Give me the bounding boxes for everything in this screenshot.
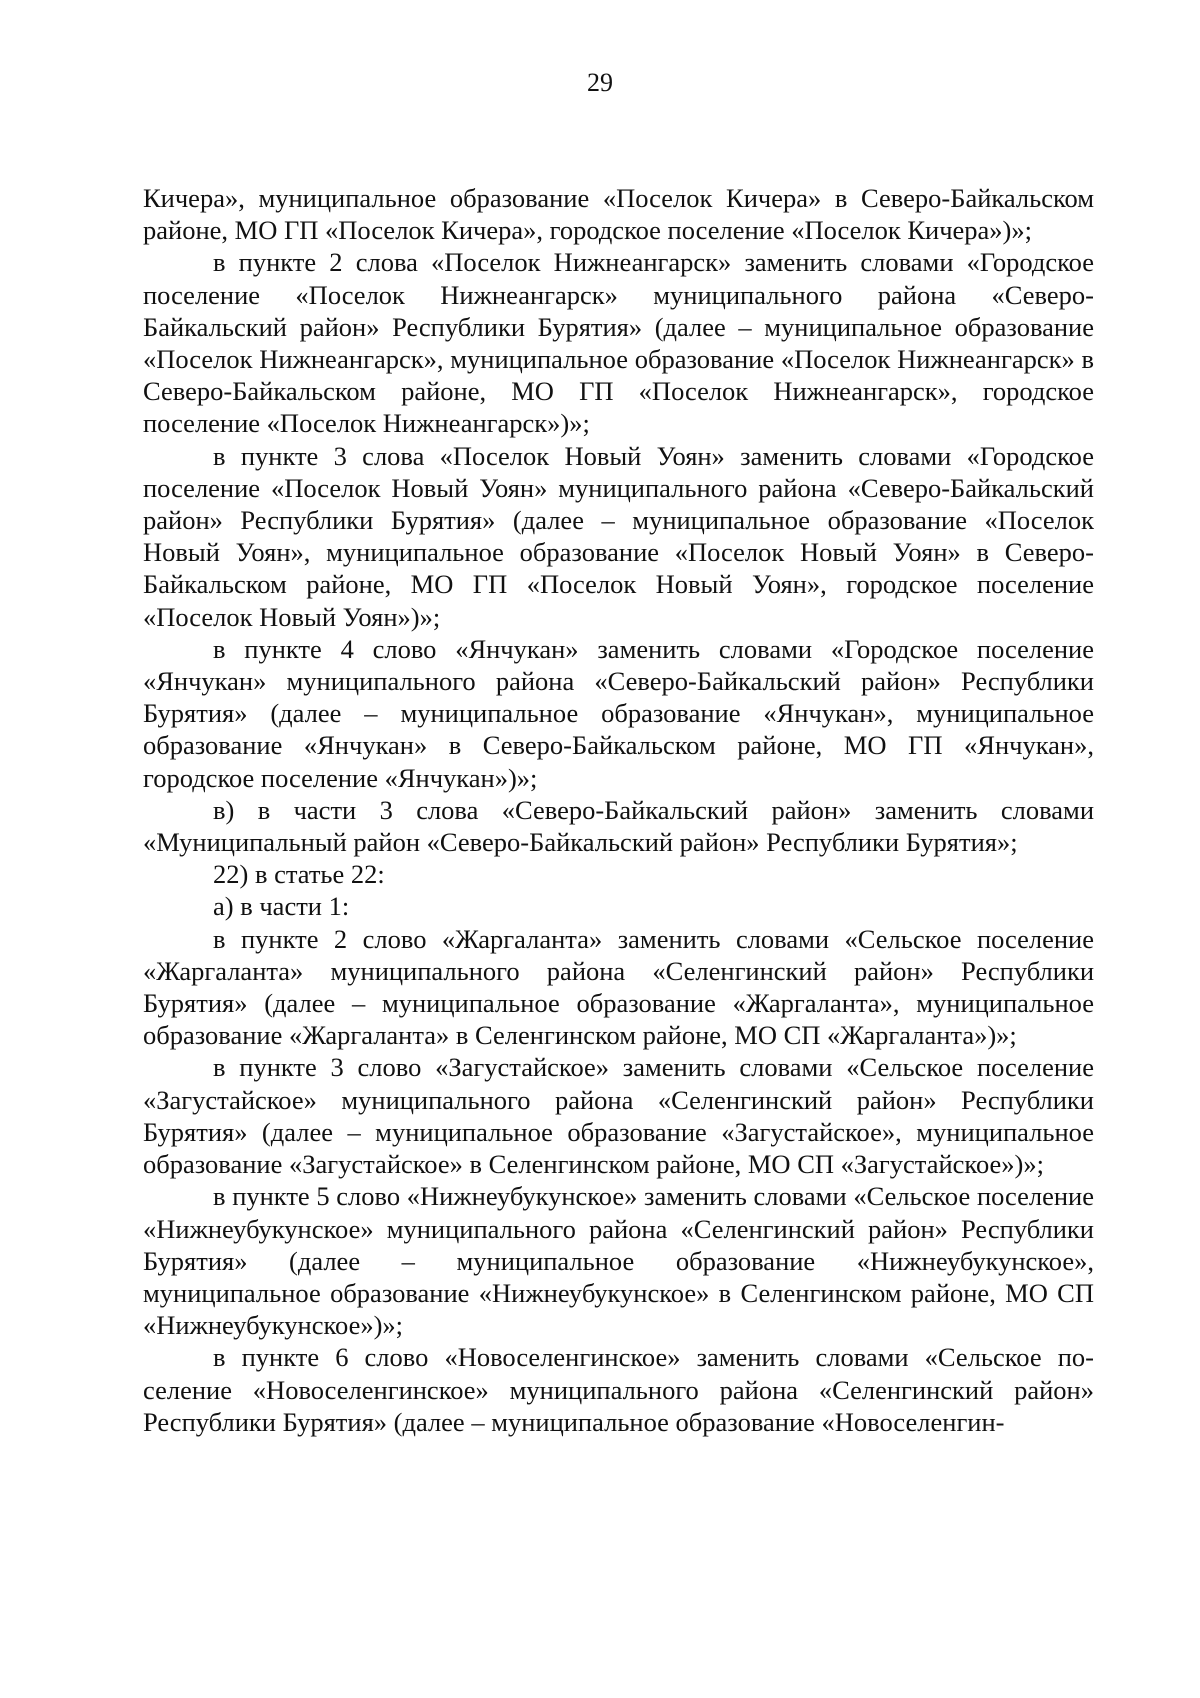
- paragraph: в пункте 2 слово «Жаргаланта» заменить словами «Сельское поселение «Жаргаланта» муниципального района «Селенгинский район» Республики Бурятия» (далее – муниципальное образование «Жаргаланта», муниципальное образование «Жаргаланта» в Селенгинском районе, МО СП «Жаргаланта»)»;: [143, 923, 1094, 1051]
- document-body: [143, 182, 1094, 1438]
- paragraph: в пункте 3 слово «Загустайское» заменить словами «Сельское поселение «Загустайское» муниципального района «Селенгинский район» Республики Бурятия» (далее – муниципальное образование «Загустайское», муниципальное образование «Загустайское» в Селенгинском районе, МО СП «Загустайское»)»;: [143, 1052, 1094, 1180]
- paragraph: Кичера», муниципальное образование «Поселок Кичера» в Северо-Байкальском районе, МО ГП «Поселок Кичера», городское поселение «Поселок Кичера»)»;: [143, 183, 1094, 246]
- paragraph: в) в части 3 слова «Северо-Байкальский район» заменить словами «Муниципальный район «Северо-Байкальский район» Республики Бурятия»;: [143, 794, 1094, 858]
- page-number: 29: [587, 68, 613, 97]
- paragraph: в пункте 5 слово «Нижнеубукунское» заменить словами «Сельское поселение «Нижнеубукунское» муниципального района «Селенгинский район» Республики Бурятия» (далее – муниципальное образование «Нижнеубукунское», муниципальное образование «Нижнеубукунское» в Селенгинском районе, МО СП «Нижнеубукунское»)»;: [143, 1181, 1094, 1341]
- paragraph: в пункте 3 слова «Поселок Новый Уоян» заменить словами «Городское поселение «Поселок Новый Уоян» муниципального района «Северо-Байкальский район» Республики Бурятия» (далее – муниципальное образование «Поселок Новый Уоян», муниципальное образование «Поселок Новый Уоян» в Северо-Байкальском районе, МО ГП «Поселок Новый Уоян», городское поселение «Поселок Новый Уоян»)»;: [143, 440, 1094, 632]
- paragraph: в пункте 2 слова «Поселок Нижнеангарск» заменить словами «Городское поселение «Поселок Нижнеангарск» муниципального района «Северо-Байкальский район» Республики Бурятия» (далее – муниципальное образование «Поселок Нижнеангарск», муниципальное образование «Поселок Нижнеангарск» в Северо-Байкальском районе, МО ГП «Поселок Нижнеангарск», городское поселение «Поселок Нижнеангарск»)»;: [143, 247, 1094, 439]
- paragraph: в пункте 4 слово «Янчукан» заменить словами «Городское поселение «Янчукан» муниципального района «Северо-Байкальский район» Республики Бурятия» (далее – муниципальное образование «Янчукан», муниципальное образование «Янчукан» в Северо-Байкальском районе, МО ГП «Янчукан», городское поселение «Янчукан»)»;: [143, 633, 1094, 793]
- paragraph: а) в части 1:: [213, 891, 350, 922]
- paragraph: 22) в статье 22:: [213, 859, 385, 890]
- paragraph: в пункте 6 слово «Новоселенгинское» заменить словами «Сельское поселение «Новоселенгинское» муниципального района «Селенгинский район» Республики Бурятия» (далее – муниципальное образование «Новоселенгин-: [143, 1342, 1094, 1437]
